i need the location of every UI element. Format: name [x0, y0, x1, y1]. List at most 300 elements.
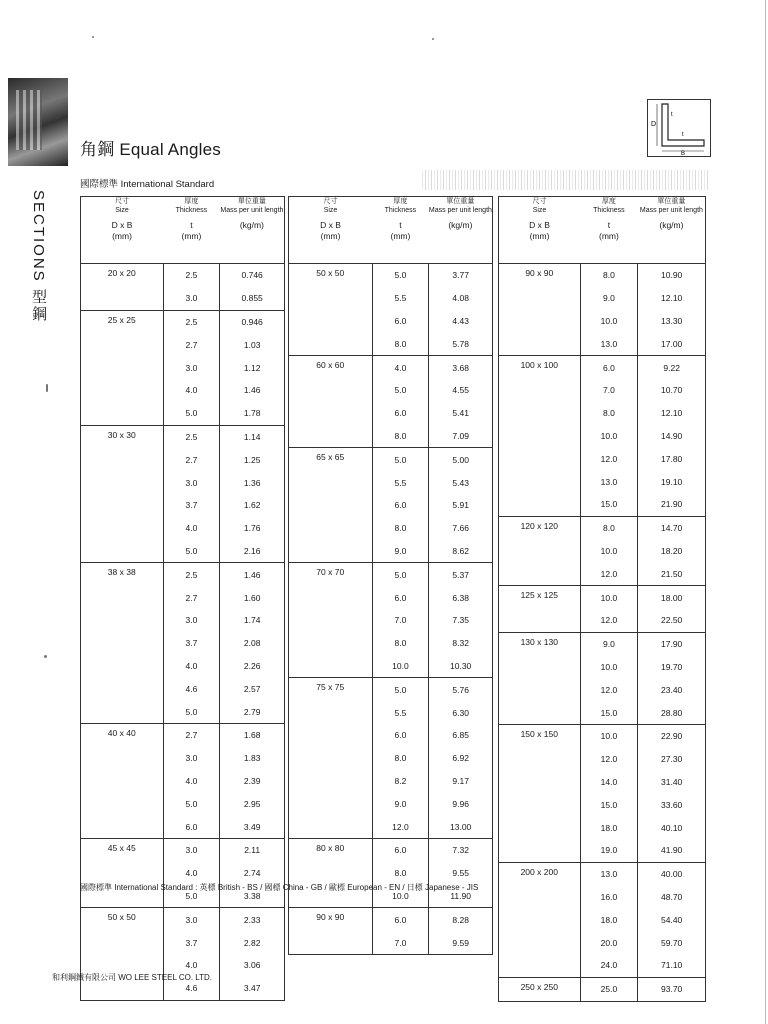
size-cell — [289, 402, 373, 425]
thickness-cell: 9.0 — [372, 792, 429, 815]
thickness-cell: 12.0 — [580, 609, 638, 632]
table-row — [289, 586, 493, 609]
table-row — [499, 724, 706, 747]
mass-cell: 8.62 — [452, 545, 469, 556]
size-cell — [499, 954, 581, 977]
table-row — [499, 656, 706, 679]
scan-noise-band — [420, 170, 708, 190]
col-mass-header: 單位重量 Mass per unit length (kg/m) — [220, 197, 285, 264]
table-row — [81, 425, 285, 448]
table-row — [289, 540, 493, 563]
table-row — [499, 886, 706, 909]
size-cell — [81, 379, 164, 402]
mass-cell: 1.60 — [243, 592, 261, 603]
mass-cell: 17.80 — [661, 453, 683, 464]
thickness-cell: 14.0 — [580, 771, 638, 794]
mass-cell: 2.74 — [243, 868, 261, 879]
table-row — [81, 632, 285, 655]
size-cell — [499, 908, 581, 931]
size-cell — [289, 931, 373, 954]
table-row — [499, 748, 706, 771]
mass-cell: 33.60 — [661, 799, 683, 810]
size-cell — [81, 402, 164, 425]
table-row — [499, 493, 706, 516]
thickness-cell: 2.7 — [163, 586, 220, 609]
thickness-cell: 10.0 — [580, 724, 638, 747]
mass-cell: 5.37 — [429, 563, 493, 586]
thickness-cell: 2.7 — [163, 448, 220, 471]
thickness-cell: 5.0 — [372, 448, 429, 471]
mass-cell: 17.90 — [638, 632, 706, 655]
mass-cell: 1.78 — [243, 408, 261, 419]
thickness-cell: 4.6 — [163, 677, 220, 700]
size-cell — [289, 425, 373, 448]
size-cell — [81, 632, 164, 655]
diagram-label-b: B — [681, 151, 686, 156]
mass-cell: 12.10 — [661, 408, 683, 419]
table-row — [81, 723, 285, 746]
mass-cell: 2.79 — [243, 706, 261, 717]
mass-cell: 22.90 — [638, 724, 706, 747]
table-row — [289, 471, 493, 494]
size-cell — [81, 471, 164, 494]
size-cell — [81, 700, 164, 723]
angles-table-3 — [498, 196, 706, 1002]
mass-cell: 48.70 — [661, 891, 683, 902]
size-cell — [499, 447, 581, 470]
size-cell — [499, 678, 581, 701]
table-row — [81, 402, 285, 425]
mass-cell: 8.32 — [452, 638, 469, 649]
table-row — [499, 678, 706, 701]
size-cell: 250 x 250 — [499, 977, 581, 1001]
angles-table-1 — [80, 196, 285, 1001]
col-size-header: 尺寸 Size D x B (mm) — [289, 197, 373, 264]
thickness-cell: 5.0 — [372, 379, 429, 402]
mass-cell: 7.66 — [452, 523, 469, 534]
thickness-cell: 5.0 — [163, 402, 220, 425]
thickness-cell: 10.0 — [580, 586, 638, 609]
thickness-cell: 3.0 — [163, 908, 220, 931]
table-row — [499, 977, 706, 1001]
table-row — [499, 562, 706, 585]
page-title: 角鋼 Equal Angles — [80, 140, 221, 159]
mass-cell: 14.70 — [638, 516, 706, 539]
table-row — [289, 287, 493, 310]
company-name: 和利鋼鐵有限公司 WO LEE STEEL CO. LTD. — [52, 973, 213, 982]
size-cell — [289, 379, 373, 402]
size-cell: 45 x 45 — [81, 838, 164, 861]
thickness-cell: 13.0 — [580, 862, 638, 885]
table-row — [81, 792, 285, 815]
thickness-cell: 4.0 — [163, 954, 220, 977]
size-cell — [289, 310, 373, 333]
size-cell — [81, 448, 164, 471]
mass-cell: 2.39 — [243, 775, 261, 786]
thickness-cell: 3.0 — [163, 609, 220, 632]
table-row — [289, 448, 493, 471]
col-mass-header: 單位重量 Mass per unit length (kg/m) — [429, 197, 493, 264]
size-cell — [499, 793, 581, 816]
size-cell — [289, 655, 373, 678]
mass-cell: 71.10 — [661, 960, 683, 971]
mass-cell: 9.59 — [429, 931, 493, 954]
thickness-cell: 20.0 — [580, 931, 638, 954]
col-mass-header: 單位重量 Mass per unit length (kg/m) — [638, 197, 706, 264]
mass-cell: 8.28 — [429, 908, 493, 931]
table-row — [81, 747, 285, 770]
thickness-cell: 8.2 — [372, 770, 429, 793]
table-row — [289, 379, 493, 402]
thickness-cell: 2.5 — [163, 310, 220, 333]
table-row — [499, 862, 706, 885]
thickness-cell: 15.0 — [580, 793, 638, 816]
size-cell — [499, 425, 581, 448]
thickness-cell: 7.0 — [580, 379, 638, 402]
thickness-cell: 7.0 — [372, 931, 429, 954]
table-row — [499, 332, 706, 355]
mass-cell: 18.20 — [661, 545, 683, 556]
scan-speck — [46, 384, 48, 392]
size-cell — [499, 701, 581, 724]
thickness-cell: 6.0 — [372, 724, 429, 747]
table-row — [81, 655, 285, 678]
thickness-cell: 8.0 — [372, 517, 429, 540]
size-cell — [81, 770, 164, 793]
size-cell — [289, 609, 373, 632]
thickness-cell: 9.0 — [580, 632, 638, 655]
table-row — [81, 700, 285, 723]
mass-cell: 31.40 — [661, 776, 683, 787]
table-row — [81, 379, 285, 402]
table-row — [81, 310, 285, 333]
size-cell — [289, 747, 373, 770]
table-row — [81, 333, 285, 356]
angles-table-2 — [288, 196, 493, 955]
size-cell — [81, 333, 164, 356]
table-row — [81, 563, 285, 586]
thickness-cell: 12.0 — [580, 562, 638, 585]
table-row — [499, 470, 706, 493]
size-cell — [81, 356, 164, 379]
size-cell: 130 x 130 — [499, 632, 581, 655]
thickness-cell: 19.0 — [580, 839, 638, 862]
table-row — [289, 815, 493, 838]
size-cell — [289, 540, 373, 563]
table-row — [499, 586, 706, 609]
table-row — [289, 770, 493, 793]
thickness-cell: 2.5 — [163, 264, 220, 287]
thickness-cell: 4.0 — [163, 379, 220, 402]
table-row — [289, 425, 493, 448]
table-row — [289, 632, 493, 655]
mass-cell: 6.85 — [452, 730, 469, 741]
mass-cell: 2.95 — [243, 798, 261, 809]
size-cell: 70 x 70 — [289, 563, 373, 586]
size-cell — [499, 839, 581, 862]
size-cell — [81, 677, 164, 700]
size-cell: 120 x 120 — [499, 516, 581, 539]
size-cell — [499, 379, 581, 402]
thickness-cell: 6.0 — [372, 310, 429, 333]
table-row — [499, 816, 706, 839]
mass-cell: 5.00 — [429, 448, 493, 471]
standard-subtitle: 國際標準 International Standard — [80, 179, 215, 190]
size-cell — [81, 586, 164, 609]
thickness-cell: 4.0 — [163, 770, 220, 793]
mass-cell: 11.90 — [450, 890, 471, 901]
size-cell — [499, 609, 581, 632]
mass-cell: 7.32 — [429, 838, 493, 861]
mass-cell: 1.12 — [243, 362, 261, 373]
thickness-cell: 25.0 — [580, 977, 638, 1001]
size-cell — [289, 724, 373, 747]
thickness-cell: 6.0 — [372, 402, 429, 425]
steel-photo — [8, 78, 68, 166]
size-cell: 90 x 90 — [499, 264, 581, 287]
mass-cell: 3.47 — [220, 977, 285, 1000]
table-row — [289, 838, 493, 861]
size-cell: 30 x 30 — [81, 425, 164, 448]
mass-cell: 28.80 — [661, 707, 683, 718]
thickness-cell: 3.7 — [163, 632, 220, 655]
thickness-cell: 16.0 — [580, 886, 638, 909]
table-row — [81, 770, 285, 793]
table-row — [499, 287, 706, 310]
size-cell: 80 x 80 — [289, 838, 373, 861]
col-thickness-header: 厚度 Thickness t (mm) — [163, 197, 220, 264]
thickness-cell: 8.0 — [580, 402, 638, 425]
size-cell — [81, 747, 164, 770]
mass-cell: 4.43 — [452, 315, 469, 326]
mass-cell: 1.36 — [243, 477, 261, 488]
table-row — [289, 724, 493, 747]
thickness-cell: 4.0 — [372, 356, 429, 379]
size-cell — [81, 792, 164, 815]
mass-cell: 59.70 — [661, 937, 683, 948]
thickness-cell: 2.7 — [163, 333, 220, 356]
mass-cell: 2.16 — [243, 545, 261, 556]
mass-cell: 9.22 — [638, 356, 706, 379]
mass-cell: 4.55 — [452, 385, 469, 396]
size-cell: 90 x 90 — [289, 908, 373, 931]
thickness-cell: 5.0 — [163, 792, 220, 815]
thickness-cell: 5.0 — [372, 563, 429, 586]
thickness-cell: 4.0 — [163, 517, 220, 540]
size-cell — [499, 771, 581, 794]
table-row — [499, 264, 706, 287]
size-cell: 65 x 65 — [289, 448, 373, 471]
mass-cell: 3.77 — [452, 270, 469, 281]
size-cell — [81, 287, 164, 310]
table-row — [289, 517, 493, 540]
thickness-cell: 12.0 — [580, 748, 638, 771]
size-cell — [499, 287, 581, 310]
table-row — [499, 402, 706, 425]
thickness-cell: 12.0 — [580, 447, 638, 470]
thickness-cell: 5.0 — [372, 678, 429, 701]
table-row — [499, 379, 706, 402]
size-cell: 50 x 50 — [81, 908, 164, 931]
size-cell — [81, 931, 164, 954]
mass-cell: 17.00 — [661, 338, 683, 349]
table-row — [81, 287, 285, 310]
thickness-cell: 3.0 — [163, 471, 220, 494]
table-row — [289, 792, 493, 815]
thickness-cell: 10.0 — [580, 540, 638, 563]
mass-cell: 22.50 — [661, 615, 683, 626]
thickness-cell: 10.0 — [580, 310, 638, 333]
table-row — [499, 771, 706, 794]
size-cell — [81, 540, 164, 563]
mass-cell: 10.30 — [450, 660, 472, 671]
table-row — [499, 908, 706, 931]
mass-cell: 7.35 — [452, 615, 469, 626]
size-cell: 200 x 200 — [499, 862, 581, 885]
table-row — [499, 540, 706, 563]
col-thickness-header: 厚度 Thickness t (mm) — [580, 197, 638, 264]
mass-cell: 6.92 — [452, 753, 469, 764]
table-row — [81, 931, 285, 954]
size-cell — [499, 931, 581, 954]
diagram-label-t: t — [671, 112, 673, 118]
table-row — [289, 655, 493, 678]
thickness-cell: 8.0 — [372, 425, 429, 448]
table-row — [499, 701, 706, 724]
thickness-cell: 3.0 — [163, 356, 220, 379]
size-cell — [289, 517, 373, 540]
size-cell — [289, 792, 373, 815]
scan-speck — [432, 38, 434, 40]
mass-cell: 1.68 — [220, 723, 285, 746]
thickness-cell: 2.5 — [163, 563, 220, 586]
size-cell — [499, 402, 581, 425]
mass-cell: 1.83 — [243, 753, 261, 764]
mass-cell: 40.00 — [638, 862, 706, 885]
col-size-header: 尺寸 Size D x B (mm) — [499, 197, 581, 264]
thickness-cell: 10.0 — [372, 885, 429, 908]
table-row — [81, 838, 285, 861]
size-cell — [499, 748, 581, 771]
mass-cell: 5.43 — [452, 477, 469, 488]
mass-cell: 54.40 — [661, 914, 683, 925]
size-cell: 20 x 20 — [81, 264, 164, 287]
thickness-cell: 10.0 — [372, 655, 429, 678]
mass-cell: 4.08 — [452, 293, 469, 304]
size-cell — [499, 886, 581, 909]
thickness-cell: 15.0 — [580, 493, 638, 516]
table-row — [289, 563, 493, 586]
table-row — [499, 793, 706, 816]
thickness-cell: 3.0 — [163, 747, 220, 770]
table-row — [499, 609, 706, 632]
thickness-cell: 18.0 — [580, 908, 638, 931]
size-cell: 100 x 100 — [499, 356, 581, 379]
size-cell — [289, 586, 373, 609]
table-row — [499, 931, 706, 954]
mass-cell: 1.03 — [243, 339, 261, 350]
mass-cell: 2.08 — [243, 638, 261, 649]
mass-cell: 0.946 — [220, 310, 285, 333]
thickness-cell: 9.0 — [372, 540, 429, 563]
thickness-cell: 6.0 — [372, 908, 429, 931]
thickness-cell: 5.5 — [372, 287, 429, 310]
mass-cell: 9.55 — [452, 868, 469, 879]
table-row — [499, 839, 706, 862]
thickness-cell: 6.0 — [163, 815, 220, 838]
mass-cell: 93.70 — [638, 977, 706, 1001]
thickness-cell: 5.0 — [163, 540, 220, 563]
mass-cell: 9.17 — [452, 775, 469, 786]
size-cell: 50 x 50 — [289, 264, 373, 287]
table-row — [499, 516, 706, 539]
size-cell — [499, 816, 581, 839]
size-cell — [289, 770, 373, 793]
thickness-cell: 2.7 — [163, 723, 220, 746]
size-cell — [81, 815, 164, 838]
mass-cell: 1.62 — [243, 500, 261, 511]
size-cell: 150 x 150 — [499, 724, 581, 747]
mass-cell: 10.70 — [661, 385, 683, 396]
thickness-cell: 6.0 — [372, 838, 429, 861]
size-cell — [499, 332, 581, 355]
size-cell — [289, 815, 373, 838]
table-row — [289, 931, 493, 954]
table-row — [289, 494, 493, 517]
thickness-cell: 8.0 — [372, 632, 429, 655]
table-row — [81, 264, 285, 287]
table-row — [81, 815, 285, 838]
thickness-cell: 8.0 — [372, 862, 429, 885]
thickness-cell: 13.0 — [580, 470, 638, 493]
thickness-cell: 5.0 — [372, 264, 429, 287]
size-cell — [81, 655, 164, 678]
size-cell: 125 x 125 — [499, 586, 581, 609]
thickness-cell: 6.0 — [580, 356, 638, 379]
table-row — [81, 609, 285, 632]
mass-cell: 21.90 — [661, 499, 683, 510]
thickness-cell: 3.0 — [163, 838, 220, 861]
size-cell — [289, 632, 373, 655]
mass-cell: 1.46 — [220, 563, 285, 586]
size-cell — [289, 494, 373, 517]
table-row — [81, 908, 285, 931]
table-row — [289, 310, 493, 333]
thickness-cell: 5.5 — [372, 471, 429, 494]
size-cell: 40 x 40 — [81, 723, 164, 746]
size-cell — [289, 701, 373, 724]
table-row — [289, 356, 493, 379]
thickness-cell: 6.0 — [372, 586, 429, 609]
table-row — [81, 494, 285, 517]
thickness-cell: 5.5 — [372, 701, 429, 724]
mass-cell: 1.46 — [243, 385, 261, 396]
thickness-cell: 3.7 — [163, 494, 220, 517]
thickness-cell: 13.0 — [580, 332, 638, 355]
mass-cell: 5.41 — [452, 408, 469, 419]
thickness-cell: 5.0 — [163, 700, 220, 723]
thickness-cell: 6.0 — [372, 494, 429, 517]
size-cell — [499, 562, 581, 585]
mass-cell: 2.82 — [243, 937, 261, 948]
thickness-cell: 8.0 — [580, 264, 638, 287]
mass-cell: 5.76 — [429, 678, 493, 701]
thickness-cell: 4.0 — [163, 862, 220, 885]
mass-cell: 19.10 — [661, 476, 683, 487]
table-row — [289, 908, 493, 931]
mass-cell: 3.38 — [243, 890, 261, 901]
size-cell — [499, 656, 581, 679]
